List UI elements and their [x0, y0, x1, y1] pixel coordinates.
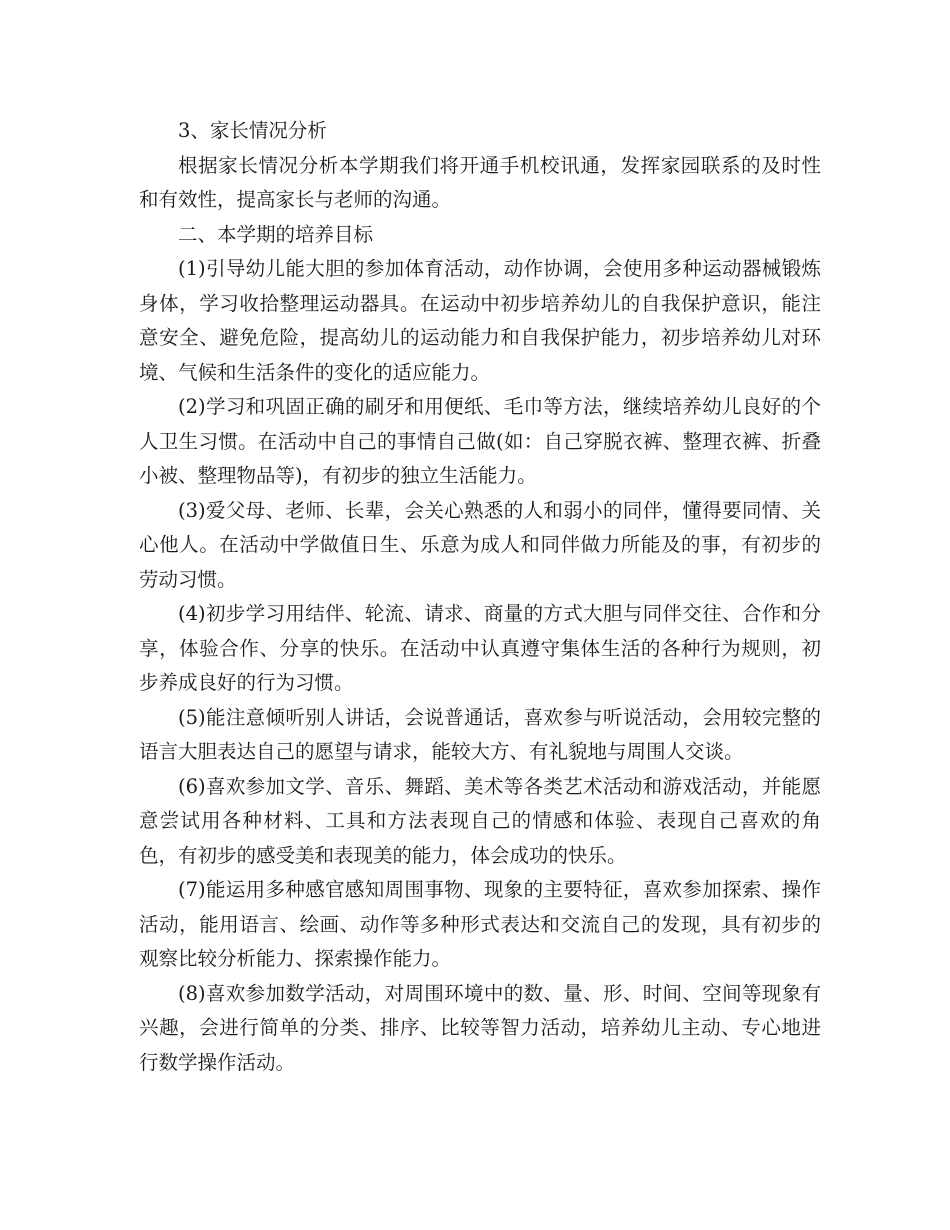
- document-body: [139, 114, 821, 1080]
- part-2-heading: 二、本学期的培养目标: [178, 222, 374, 246]
- goal-paragraph-3: (3)爱父母、老师、长辈，会关心熟悉的人和弱小的同伴，懂得要同情、关心他人。在活动中学做值日生、乐意为成人和同伴做力所能及的事，有初步的劳动习惯。: [139, 498, 821, 591]
- goal-paragraph-8: (8)喜欢参加数学活动，对周围环境中的数、量、形、时间、空间等现象有兴趣，会进行简单的分类、排序、比较等智力活动，培养幼儿主动、专心地进行数学操作活动。: [139, 981, 821, 1074]
- goal-paragraph-7: (7)能运用多种感官感知周围事物、现象的主要特征，喜欢参加探索、操作活动，能用语言、绘画、动作等多种形式表达和交流自己的发现，具有初步的观察比较分析能力、探索操作能力。: [139, 878, 821, 970]
- section-3-paragraph: 根据家长情况分析本学期我们将开通手机校讯通，发挥家园联系的及时性和有效性，提高家长与老师的沟通。: [139, 153, 821, 211]
- goal-paragraph-4: (4)初步学习用结伴、轮流、请求、商量的方式大胆与同伴交往、合作和分享，体验合作、分享的快乐。在活动中认真遵守集体生活的各种行为规则，初步养成良好的行为习惯。: [139, 602, 821, 694]
- section-3-heading: 3、家长情况分析: [178, 119, 327, 142]
- goal-paragraph-2: (2)学习和巩固正确的刷牙和用便纸、毛巾等方法，继续培养幼儿良好的个人卫生习惯。在活动中自己的事情自己做(如：自己穿脱衣裤、整理衣裤、折叠小被、整理物品等)，有初步的独立生活能力。: [139, 395, 821, 487]
- goal-paragraph-6: (6)喜欢参加文学、音乐、舞蹈、美术等各类艺术活动和游戏活动，并能愿意尝试用各种材料、工具和方法表现自己的情感和体验、表现自己喜欢的角色，有初步的感受美和表现美的能力，体会成功的快乐。: [139, 774, 821, 867]
- goal-paragraph-1: (1)引导幼儿能大胆的参加体育活动，动作协调，会使用多种运动器械锻炼身体，学习收拾整理运动器具。在运动中初步培养幼儿的自我保护意识，能注意安全、避免危险，提高幼儿的运动能力和自我保护能力，初步培养幼儿对环境、气候和生活条件的变化的适应能力。: [139, 257, 821, 384]
- goal-paragraph-5: (5)能注意倾听别人讲话，会说普通话，喜欢参与听说活动，会用较完整的语言大胆表达自己的愿望与请求，能较大方、有礼貌地与周围人交谈。: [139, 705, 821, 763]
